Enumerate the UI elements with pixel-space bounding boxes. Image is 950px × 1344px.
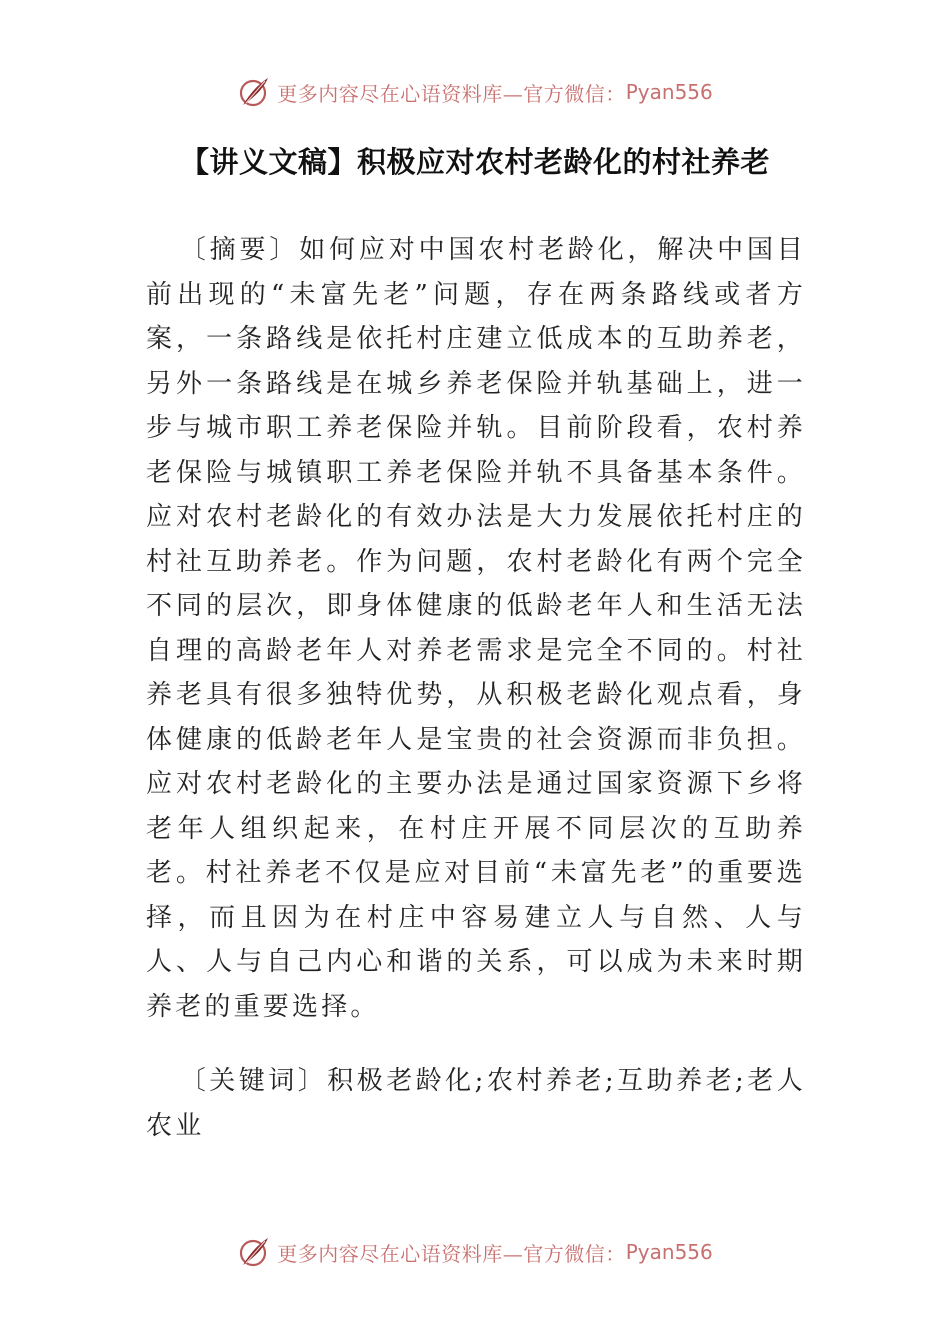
header-watermark-text: 更多内容尽在心语资料库—官方微信：	[277, 81, 626, 106]
footer-watermark	[0, 1232, 950, 1272]
document-body	[146, 228, 806, 1148]
feather-logo-icon	[237, 75, 271, 109]
footer-watermark-handle: Pyan556	[625, 1240, 713, 1264]
feather-logo-icon	[237, 1235, 271, 1269]
keywords-paragraph: 〔关键词〕积极老龄化;农村养老;互助养老;老人农业	[146, 1066, 806, 1141]
header-watermark	[0, 72, 950, 112]
footer-watermark-text: 更多内容尽在心语资料库—官方微信：	[277, 1241, 626, 1266]
abstract-paragraph: 〔摘要〕如何应对中国农村老龄化，解决中国目前出现的“未富先老”问题，存在两条路线或者方案，一条路线是依托村庄建立低成本的互助养老，另外一条路线是在城乡养老保险并轨基础上，进一步与城市职工养老保险并轨。目前阶段看，农村养老保险与城镇职工养老保险并轨不具备基本条件。应对农村老龄化的有效办法是大力发展依托村庄的村社互助养老。作为问题，农村老龄化有两个完全不同的层次，即身体健康的低龄老年人和生活无法自理的高龄老年人对养老需求是完全不同的。村社养老具有很多独特优势，从积极老龄化观点看，身体健康的低龄老年人是宝贵的社会资源而非负担。应对农村老龄化的主要办法是通过国家资源下乡将老年人组织起来，在村庄开展不同层次的互助养老。村社养老不仅是应对目前“未富先老”的重要选择，而且因为在村庄中容易建立人与自然、人与人、人与自己内心和谐的关系，可以成为未来时期养老的重要选择。	[146, 235, 806, 1022]
header-watermark-handle: Pyan556	[625, 80, 713, 104]
document-title: 【讲义文稿】积极应对农村老龄化的村社养老	[179, 145, 770, 179]
